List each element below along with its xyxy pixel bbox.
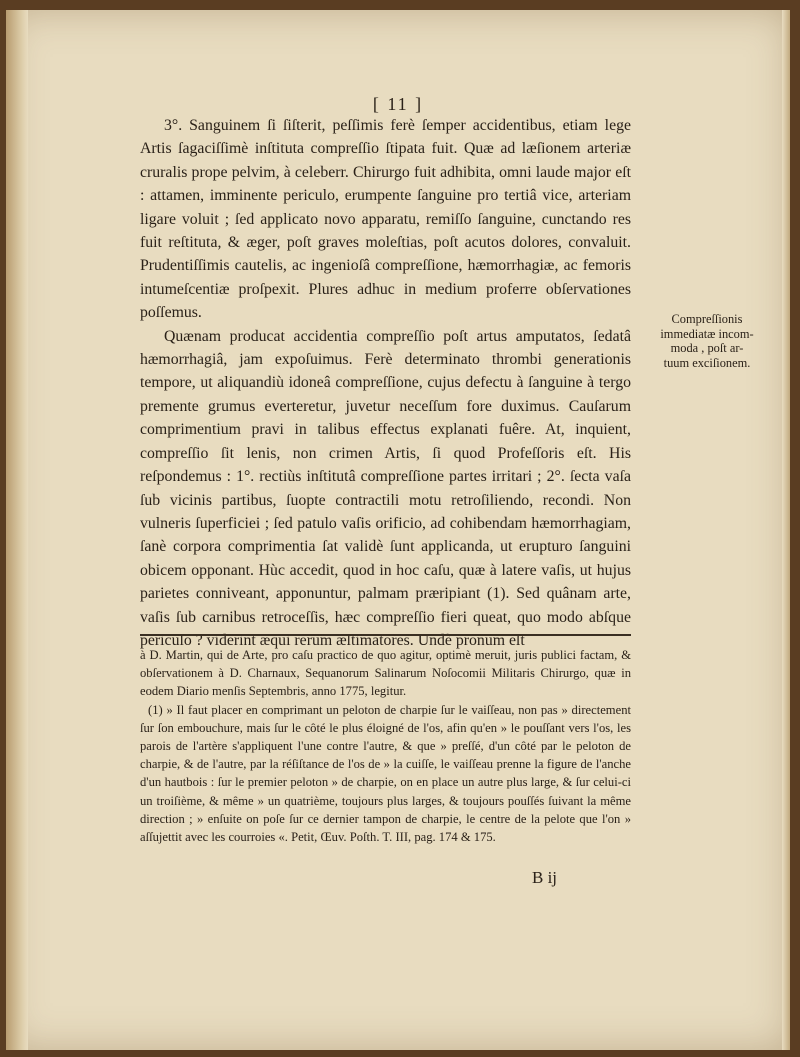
margin-note-line: Compreſſionis <box>671 312 743 326</box>
margin-note-line: moda , poſt ar- <box>670 341 744 356</box>
footnote-1: (1) » Il faut placer en comprimant un peloton de charpie ſur le vaiſſeau, non pas » directement ſur ſon embouchure, mais ſur le côté le plus éloigné de l'os, afin qu'en » le pouſſant vers l'os, les parois de l'artère s'appliquent l'une contre l'autre, & que » preſſé, d'un côté par le peloton de charpie, & de l'autre, par la réſiſtance de l'os de » la cuiſſe, le vaiſſeau prenne la figure de l'anche d'un hautbois : ſur le premier peloton » de charpie, on en place un autre plus large, & ſur celui-ci un troiſième, & même » un quatrième, toujours plus larges, & toujours pouſſés ſuivant la même direction ; » enſuite on poſe ſur ce dernier tampon de charpie, le centre de la pelote que l'on » aſſujettit avec les courroies «. Petit, Œuv. Poſth. T. III, pag. 174 & 175. <box>140 702 631 845</box>
margin-note-line: tuum exciſionem. <box>663 355 751 370</box>
main-text <box>140 114 631 652</box>
page-edge <box>782 10 790 1050</box>
signature-mark: B ij <box>532 868 558 887</box>
footnote-rule <box>140 634 631 636</box>
footnotes <box>140 646 631 846</box>
margin-note-line: immediatæ incom- <box>660 326 754 341</box>
paragraph-2: Quænam producat accidentia compreſſio poſt artus amputatos, ſedatâ hæmorrhagiâ, jam expoſuimus. Ferè determinato thrombi generationis tempore, ut aliquandiù idoneâ compreſſione, cujus defectu à ſanguine à tergo premente grumus everteretur, juvetur neceſſum fore duximus. Cauſarum comprimentium pravi in talibus effectus explanati fuêre. At, inquient, compreſſio ſit lenis, non crimen Artis, ſi quod Profeſſoris eſt. His reſpondemus : 1°. rectiùs inſtitutâ compreſſione partes irritari ; 2°. ſecta vaſa ſub vicinis partibus, ſuopte contractili motu retroſiliendo, recondi. Non vulneris ſuperficiei ; ſed patulo vaſis orificio, ad cohibendam hæmorrhagiam, ſanè corpora comprimentia ſat validè ſunt applicanda, ut erupturo ſanguini obicem opponant. Hùc accedit, quod in hoc caſu, quæ à latere vaſis, ut hujus parietes conniveant, apponuntur, palmam præripiant (1). Sed quânam arte, vaſis ſub carnibus retroceſſis, hæc compreſſio fieri queat, quo modo abſque periculo ? viderint æqui rerum æſtimatores. Undè pronum eſt <box>140 327 631 649</box>
book-page <box>6 10 790 1050</box>
margin-note <box>646 312 768 370</box>
page-number: [ 11 ] <box>372 94 424 114</box>
page-gutter <box>6 10 28 1050</box>
footnote-continuation: à D. Martin, qui de Arte, pro caſu practico de quo agitur, optimè meruit, juris publici factam, & obſervationem à D. Charnaux, Sequanorum Salinarum Noſocomii Militaris Chirurgo, quæ in eodem Diario menſis Septembris, anno 1775, legitur. <box>140 648 631 699</box>
paragraph-1: 3°. Sanguinem ſi ſiſterit, peſſimis ferè ſemper accidentibus, etiam lege Artis ſagaciſſimè inſtituta compreſſio ſtipata fuit. Quæ ad læſionem arteriæ cruralis prope pelvim, à celeberr. Chirurgo fuit adhibita, omni laude major eſt : attamen, imminente periculo, erumpente ſanguine pro tertiâ vice, arteriam ligare voluit ; ſed applicato novo apparatu, remiſſo ſanguine, cunctando res fuit reſtituta, & æger, poſt graves moleſtias, poſt acutos dolores, convaluit. Prudentiſſimis cautelis, ac ingenioſâ compreſſione, hæmorrhagiæ, ac femoris intumeſcentiæ proſpexit. Plures adhuc in medium proferre obſervationes poſſemus. <box>140 117 631 322</box>
